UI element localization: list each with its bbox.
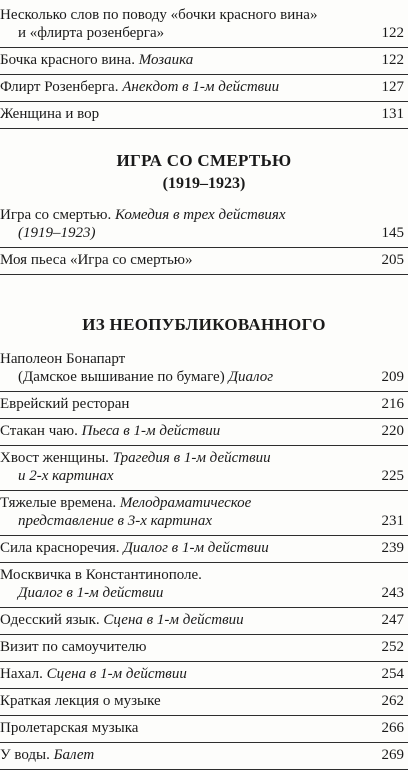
page-number: 254 — [381, 666, 404, 682]
toc-entry-line — [0, 251, 408, 269]
entry-genre: (1919–1923) — [18, 225, 96, 241]
entry-title: У воды. — [0, 747, 54, 763]
entry-genre: Диалог в 1-м действии — [123, 540, 269, 556]
entry-title: и «флирта розенберга» — [18, 25, 165, 41]
page-number: 243 — [381, 585, 404, 601]
entry-genre: представление в 3-х картинах — [18, 513, 213, 529]
toc-entry-line — [0, 467, 408, 485]
toc-entry-line — [0, 512, 408, 530]
section-heading-years: (1919–1923) — [162, 175, 246, 192]
toc-entry-line — [0, 584, 408, 602]
toc-entry-line — [0, 350, 408, 368]
entry-genre: Сцена в 1-м действии — [103, 612, 244, 628]
entry-genre: Трагедия в 1-м действии — [112, 450, 271, 466]
toc-entry — [0, 419, 408, 446]
toc-entry — [0, 536, 408, 563]
page-number: 225 — [381, 468, 404, 484]
entry-title: Одесский язык. — [0, 612, 104, 628]
entry-title: Тяжелые времена. — [0, 495, 120, 511]
page-number: 262 — [381, 693, 404, 709]
entry-genre: Анекдот в 1-м действии — [122, 79, 280, 95]
toc-entry — [0, 635, 408, 662]
entry-title: Нахал. — [0, 666, 47, 682]
toc-entry-line — [0, 105, 408, 123]
page-number: 239 — [381, 540, 404, 556]
toc-entry — [0, 248, 408, 275]
toc-entry-line — [0, 611, 408, 629]
toc-entry-line — [0, 24, 408, 42]
toc-section-unpublished — [0, 347, 408, 770]
page-number: 131 — [381, 106, 404, 122]
entry-genre: Сцена в 1-м действии — [46, 666, 187, 682]
toc-entry — [0, 563, 408, 608]
toc-entry-line — [0, 719, 408, 737]
page-number: 252 — [381, 639, 404, 655]
toc-entry-line — [0, 395, 408, 413]
page-number: 247 — [381, 612, 404, 628]
toc-section-intro — [0, 3, 408, 129]
entry-title: Несколько слов по поводу «бочки красного вина» — [0, 7, 318, 23]
toc-entry — [0, 102, 408, 129]
entry-title: Бочка красного вина. — [0, 52, 139, 68]
toc-entry — [0, 392, 408, 419]
entry-genre: Мозаика — [138, 52, 194, 68]
page-number: 127 — [381, 79, 404, 95]
entry-title: Наполеон Бонапарт — [0, 351, 126, 367]
page-number: 266 — [381, 720, 404, 736]
toc-entry-line — [0, 539, 408, 557]
entry-title: Москвичка в Константинополе. — [0, 567, 202, 583]
entry-title: Женщина и вор — [0, 106, 100, 122]
toc-entry — [0, 446, 408, 491]
page-number: 122 — [381, 52, 404, 68]
entry-title: Визит по самоучителю — [0, 639, 147, 655]
page-number: 205 — [381, 252, 404, 268]
entry-title: Краткая лекция о музыке — [0, 693, 161, 709]
toc-entry — [0, 75, 408, 102]
entry-title: Флирт Розенберга. — [0, 79, 123, 95]
entry-genre: Диалог в 1-м действии — [18, 585, 164, 601]
toc-entry-line — [0, 6, 408, 24]
toc-entry-line — [0, 206, 408, 224]
toc-entry-line — [0, 638, 408, 656]
entry-genre: Диалог — [228, 369, 274, 385]
toc-entry-line — [0, 422, 408, 440]
page-number: 145 — [381, 225, 404, 241]
section-heading-unpublished: ИЗ НЕОПУБЛИКОВАННОГО — [82, 315, 326, 334]
toc-entry-line — [0, 746, 408, 764]
toc-entry-line — [0, 224, 408, 242]
toc-entry — [0, 491, 408, 536]
entry-title: Пролетарская музыка — [0, 720, 139, 736]
entry-title: (Дамское вышивание по бумаге) — [18, 369, 229, 385]
toc-entry — [0, 203, 408, 248]
entry-title: Хвост женщины. — [0, 450, 113, 466]
toc-entry-line — [0, 494, 408, 512]
toc-entry — [0, 3, 408, 48]
page-number: 220 — [381, 423, 404, 439]
toc-entry-line — [0, 665, 408, 683]
section-heading-game-with-death: ИГРА СО СМЕРТЬЮ — [116, 151, 292, 170]
toc-entry — [0, 716, 408, 743]
entry-title: Еврейский ресторан — [0, 396, 130, 412]
toc-entry — [0, 743, 408, 770]
toc-entry — [0, 662, 408, 689]
toc-entry-line — [0, 692, 408, 710]
entry-title: Моя пьеса «Игра со смертью» — [0, 252, 193, 268]
entry-title: Сила красноречия. — [0, 540, 124, 556]
entry-genre: Комедия в трех действиях — [115, 207, 286, 223]
toc-entry-line — [0, 51, 408, 69]
page-number: 231 — [381, 513, 404, 529]
toc-entry — [0, 608, 408, 635]
toc-entry — [0, 347, 408, 392]
toc-section-game-with-death — [0, 203, 408, 275]
page-number: 216 — [381, 396, 404, 412]
toc-entry — [0, 48, 408, 75]
entry-title: Игра со смертью. — [0, 207, 116, 223]
page-number: 209 — [381, 369, 404, 385]
entry-title: Стакан чаю. — [0, 423, 82, 439]
entry-genre: Балет — [53, 747, 95, 763]
entry-genre: Мелодраматическое — [119, 495, 252, 511]
entry-genre: Пьеса в 1-м действии — [81, 423, 221, 439]
toc-entry-line — [0, 449, 408, 467]
toc-entry-line — [0, 566, 408, 584]
page-number: 269 — [381, 747, 404, 763]
toc-entry — [0, 689, 408, 716]
page-number: 122 — [381, 25, 404, 41]
toc-entry-line — [0, 368, 408, 386]
toc-entry-line — [0, 78, 408, 96]
entry-genre: и 2-х картинах — [18, 468, 114, 484]
